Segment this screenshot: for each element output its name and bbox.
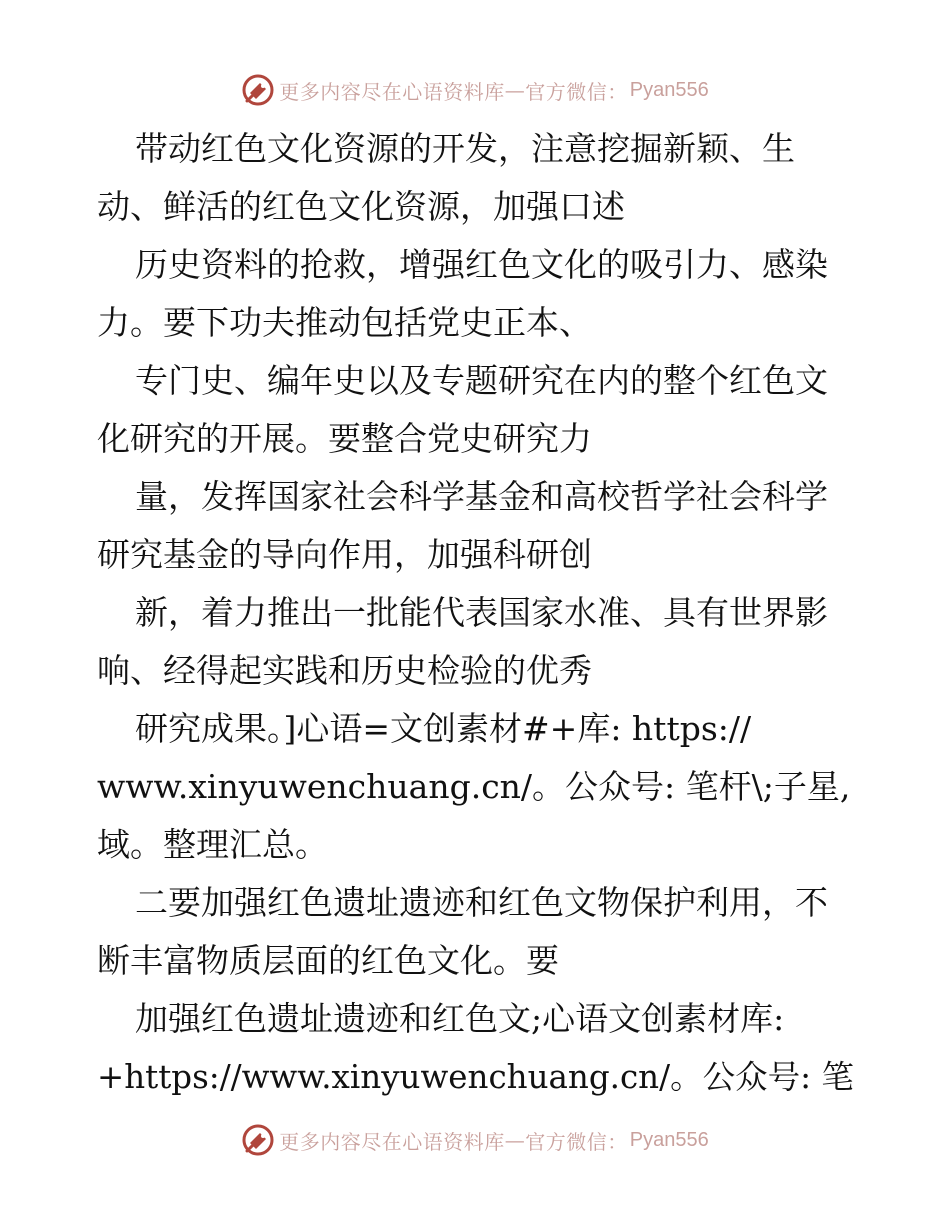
text-line: 新，着力推出一批能代表国家水准、具有世界影 bbox=[135, 593, 828, 632]
shuttlecock-seal-icon bbox=[241, 73, 275, 107]
text-line: 加强红色遗址遗迹和红色文;心语文创素材库: bbox=[135, 999, 785, 1038]
text-line: 力。要下功夫推动包括党史正本、 bbox=[97, 303, 592, 342]
watermark-text: 更多内容尽在心语资料库 bbox=[279, 1129, 505, 1154]
text-line: 化研究的开展。要整合党史研究力 bbox=[97, 419, 592, 458]
watermark-text: 更多内容尽在心语资料库 bbox=[279, 79, 505, 104]
footer-watermark bbox=[0, 1120, 950, 1160]
text-line: 历史资料的抢救，增强红色文化的吸引力、感染 bbox=[135, 245, 828, 284]
watermark-dash: — bbox=[504, 78, 526, 102]
shuttlecock-seal-icon bbox=[241, 1123, 275, 1157]
watermark-dash: — bbox=[504, 1128, 526, 1152]
watermark-wechat-label: 官方微信： bbox=[525, 1129, 628, 1154]
text-line: 研究成果。]心语=文创素材#+库: https:// bbox=[135, 709, 752, 748]
header-watermark bbox=[0, 70, 950, 110]
text-line: 动、鲜活的红色文化资源，加强口述 bbox=[97, 187, 625, 226]
text-line: 断丰富物质层面的红色文化。要 bbox=[97, 941, 559, 980]
text-line: 量，发挥国家社会科学基金和高校哲学社会科学 bbox=[135, 477, 828, 516]
watermark-wechat-label: 官方微信： bbox=[525, 79, 628, 104]
text-line: +https://www.xinyuwenchuang.cn/。公众号: 笔 bbox=[97, 1058, 854, 1096]
document-body bbox=[97, 120, 857, 1106]
text-line: 二要加强红色遗址遗迹和红色文物保护利用，不 bbox=[135, 883, 828, 922]
text-line: www.xinyuwenchuang.cn/。公众号: 笔杆\;子星, bbox=[97, 767, 851, 806]
text-line: 域。整理汇总。 bbox=[97, 825, 328, 864]
text-line: 专门史、编年史以及专题研究在内的整个红色文 bbox=[135, 361, 828, 400]
watermark-wechat-id: Pyan556 bbox=[629, 1128, 709, 1151]
text-line: 研究基金的导向作用，加强科研创 bbox=[97, 535, 592, 574]
text-line: 带动红色文化资源的开发，注意挖掘新颖、生 bbox=[135, 129, 795, 168]
text-line: 响、经得起实践和历史检验的优秀 bbox=[97, 651, 592, 690]
watermark-wechat-id: Pyan556 bbox=[629, 78, 709, 101]
